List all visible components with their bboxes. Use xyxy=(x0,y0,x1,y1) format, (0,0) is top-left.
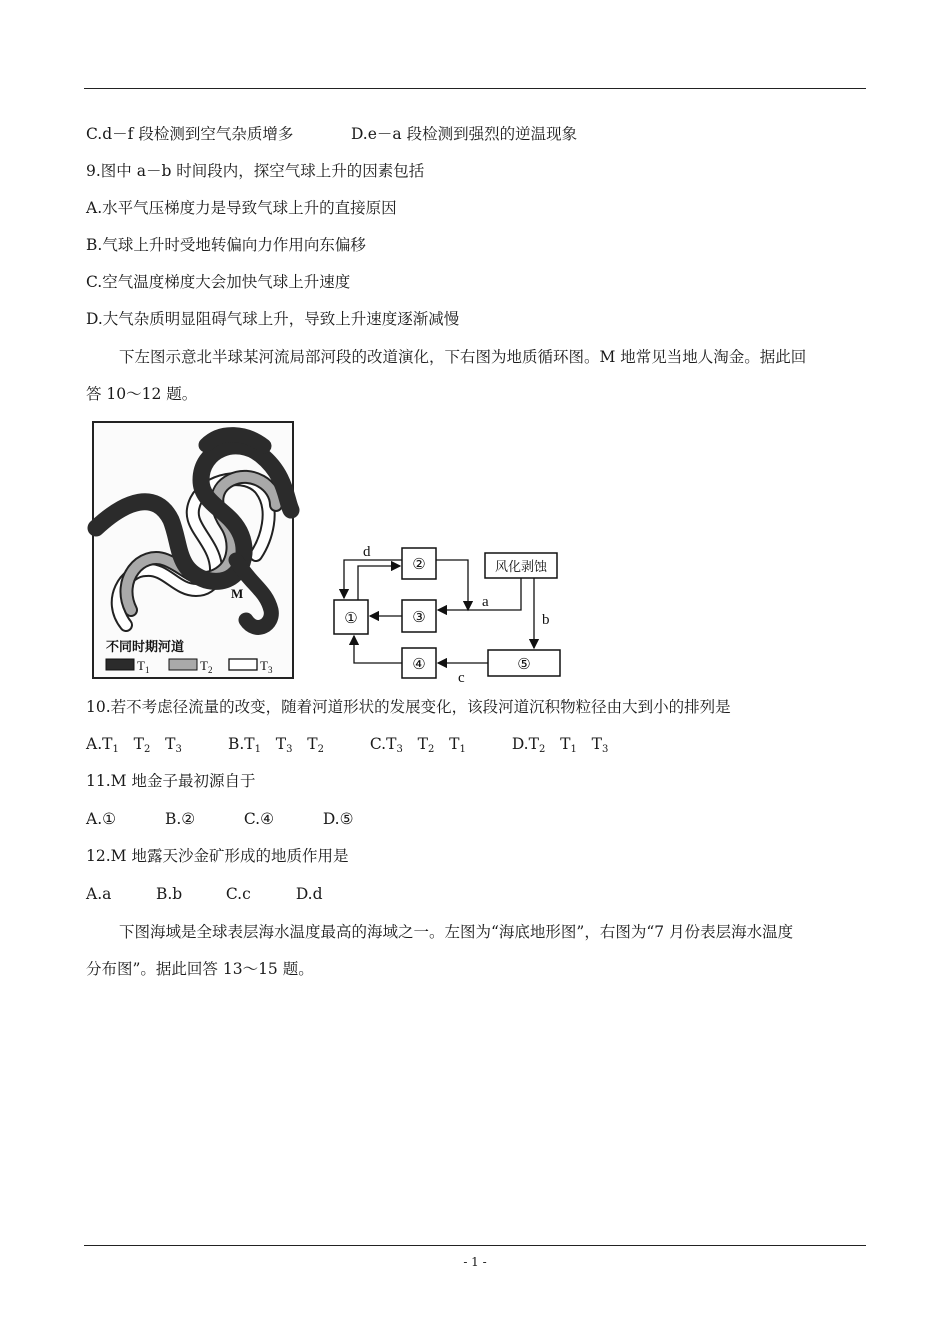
footer-rule xyxy=(84,1245,866,1246)
legend-title: 不同时期河道 xyxy=(106,640,185,655)
q8-options-row xyxy=(86,124,577,144)
legend-t2-sub: 2 xyxy=(207,665,213,675)
q9-option-c: C.空气温度梯度大会加快气球上升速度 xyxy=(86,273,351,291)
q10-option-b: $B.T_1$ $T_3$ $T_2$ xyxy=(227,735,324,755)
arrow-label-d: d xyxy=(363,544,371,560)
intro-13-15-line1: 下图海域是全球表层海水温度最高的海域之一。左图为“海底地形图”，右图为“7 月份表层海水温度 xyxy=(119,923,794,941)
box-3-label: ③ xyxy=(412,608,426,626)
q10-stem: 10.若不考虑径流量的改变，随着河道形状的发展变化，该段河道沉积物粒径由大到小的排列是 xyxy=(86,698,731,716)
legend-t1-label: T xyxy=(137,658,145,673)
map-point-m: M xyxy=(231,586,244,601)
q9-stem: 9.图中 a－b 时间段内，探空气球上升的因素包括 xyxy=(86,162,425,180)
legend-t3-label: T xyxy=(260,658,268,673)
header-rule xyxy=(84,88,866,89)
q11-stem: 11.M 地金子最初源自于 xyxy=(86,772,256,790)
q12-stem: 12.M 地露天沙金矿形成的地质作用是 xyxy=(86,847,349,865)
q12-option-b: B.b xyxy=(155,885,183,903)
intro-10-12-line1: 下左图示意北半球某河流局部河段的改道演化，下右图为地质循环图。M 地常见当地人淘金。据此回 xyxy=(119,348,807,366)
arrow-label-a: a xyxy=(482,594,489,610)
q12-options xyxy=(86,884,323,904)
box-1-label: ① xyxy=(344,609,358,627)
q10-option-c: $C.T_3$ $T_2$ $T_1$ xyxy=(369,735,466,755)
q11-option-d: D.⑤ xyxy=(322,810,354,828)
q12-option-a: A.a xyxy=(86,885,112,903)
river-map xyxy=(93,422,293,678)
q8-option-c: C.d－f 段检测到空气杂质增多 xyxy=(86,125,294,143)
q9-option-a: A.水平气压梯度力是导致气球上升的直接原因 xyxy=(86,199,397,217)
q10-option-a: $A.T_1$ $T_2$ $T_3$ xyxy=(86,735,182,755)
q9-option-b: B.气球上升时受地转偏向力作用向东偏移 xyxy=(86,236,366,254)
arrow-label-b: b xyxy=(542,612,550,628)
page-number: - 1 - xyxy=(463,1255,487,1269)
weathering-label: 风化剥蚀 xyxy=(494,560,548,575)
q10-option-d: $D.T_2$ $T_1$ $T_3$ xyxy=(511,735,609,755)
intro-13-15-line2: 分布图”。据此回答 13～15 题。 xyxy=(86,960,314,978)
q11-option-b: B.② xyxy=(164,810,196,828)
q10-options xyxy=(86,734,608,760)
box-5-label: ⑤ xyxy=(517,655,531,673)
legend-t2-label: T xyxy=(200,658,208,673)
geologic-cycle-diagram xyxy=(334,544,560,686)
q12-option-c: C.c xyxy=(225,885,251,903)
q8-option-d: D.e－a 段检测到强烈的逆温现象 xyxy=(350,125,578,143)
q11-option-c: C.④ xyxy=(243,810,275,828)
arrow-label-c: c xyxy=(458,670,465,686)
box-4-label: ④ xyxy=(412,655,426,673)
legend-t3-sub: 3 xyxy=(267,665,273,675)
box-2-label: ② xyxy=(412,555,426,573)
q11-option-a: A.① xyxy=(86,810,117,828)
figure-river-and-cycle xyxy=(86,410,586,686)
q12-option-d: D.d xyxy=(295,885,323,903)
intro-10-12-line2: 答 10～12 题。 xyxy=(86,385,198,403)
q11-options xyxy=(86,809,354,829)
legend-t1-sub: 1 xyxy=(144,665,150,675)
q9-option-d: D.大气杂质明显阻碍气球上升，导致上升速度逐渐减慢 xyxy=(86,310,460,328)
